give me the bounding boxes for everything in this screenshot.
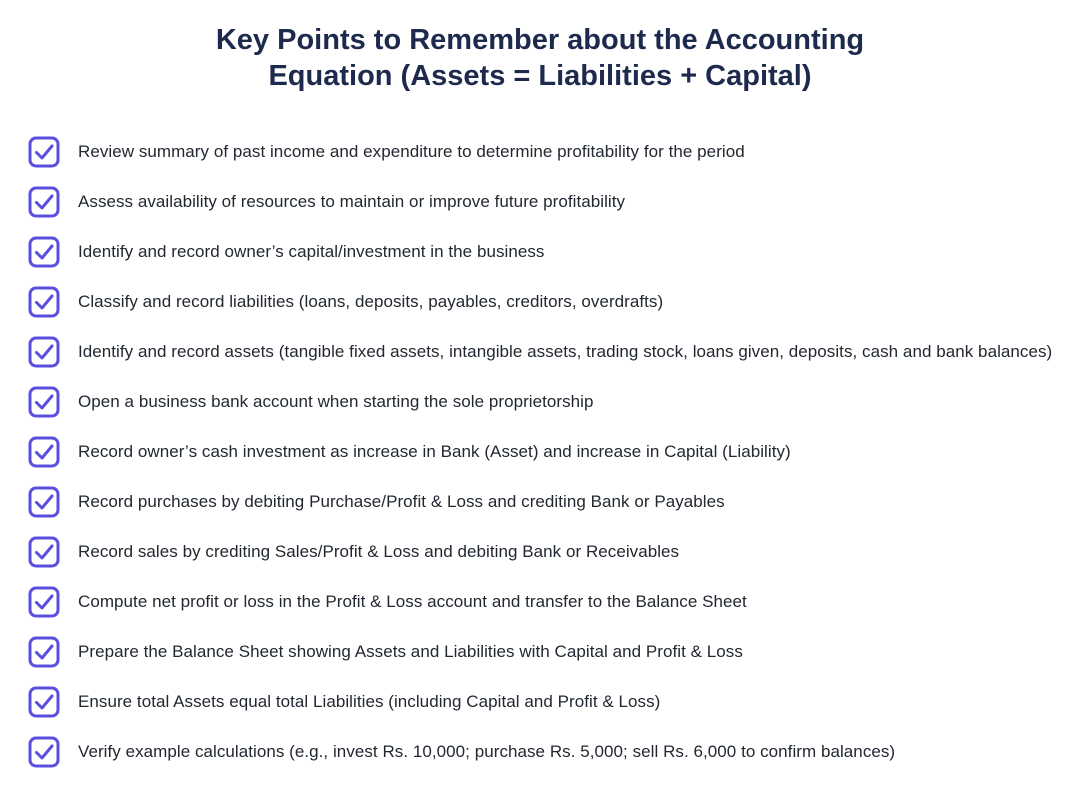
checked-box-icon[interactable] [28,536,60,568]
checked-box-icon[interactable] [28,636,60,668]
checklist-item [0,684,1080,734]
checklist-item-text: Verify example calculations (e.g., invest Rs. 10,000; purchase Rs. 5,000; sell Rs. 6,000 to confirm balances) [78,742,896,761]
checklist-item [0,284,1080,334]
checklist-item-text: Prepare the Balance Sheet showing Assets and Liabilities with Capital and Profit & Loss [78,642,743,661]
checked-box-icon[interactable] [28,386,60,418]
page-title [0,22,1080,94]
checklist-item [0,384,1080,434]
checklist-item [0,634,1080,684]
checked-box-icon[interactable] [28,186,60,218]
checklist-item-text: Ensure total Assets equal total Liabilities (including Capital and Profit & Loss) [78,692,661,711]
checklist-item-text: Assess availability of resources to maintain or improve future profitability [78,192,626,211]
checked-box-icon[interactable] [28,586,60,618]
checklist-item [0,334,1080,384]
checklist-item-text: Compute net profit or loss in the Profit & Loss account and transfer to the Balance Sheet [78,592,747,611]
key-points-checklist [0,134,1080,784]
checked-box-icon[interactable] [28,436,60,468]
checklist-item-text: Record owner’s cash investment as increase in Bank (Asset) and increase in Capital (Liability) [78,442,791,461]
page-title-line-1: Key Points to Remember about the Accounting [215,24,865,56]
checked-box-icon[interactable] [28,686,60,718]
checklist-item-text: Classify and record liabilities (loans, deposits, payables, creditors, overdrafts) [78,292,664,311]
checked-box-icon[interactable] [28,736,60,768]
checklist-item-text: Identify and record assets (tangible fixed assets, intangible assets, trading stock, loans given, deposits, cash and bank balances) [78,342,1053,361]
checklist-item [0,484,1080,534]
checklist-item-text: Record purchases by debiting Purchase/Profit & Loss and crediting Bank or Payables [78,492,725,511]
checklist-item [0,134,1080,184]
checked-box-icon[interactable] [28,336,60,368]
checked-box-icon[interactable] [28,236,60,268]
checklist-item [0,534,1080,584]
checklist-item-text: Record sales by crediting Sales/Profit & Loss and debiting Bank or Receivables [78,542,680,561]
checked-box-icon[interactable] [28,136,60,168]
checklist-item [0,434,1080,484]
checklist-item [0,234,1080,284]
checklist-item-text: Open a business bank account when starting the sole proprietorship [78,392,594,411]
checked-box-icon[interactable] [28,486,60,518]
checklist-item [0,584,1080,634]
page-title-line-2: Equation (Assets = Liabilities + Capital) [268,60,812,92]
checked-box-icon[interactable] [28,286,60,318]
checklist-item-text: Review summary of past income and expenditure to determine profitability for the period [78,142,745,161]
checklist-item [0,184,1080,234]
checklist-item [0,734,1080,784]
checklist-item-text: Identify and record owner’s capital/investment in the business [78,242,545,261]
